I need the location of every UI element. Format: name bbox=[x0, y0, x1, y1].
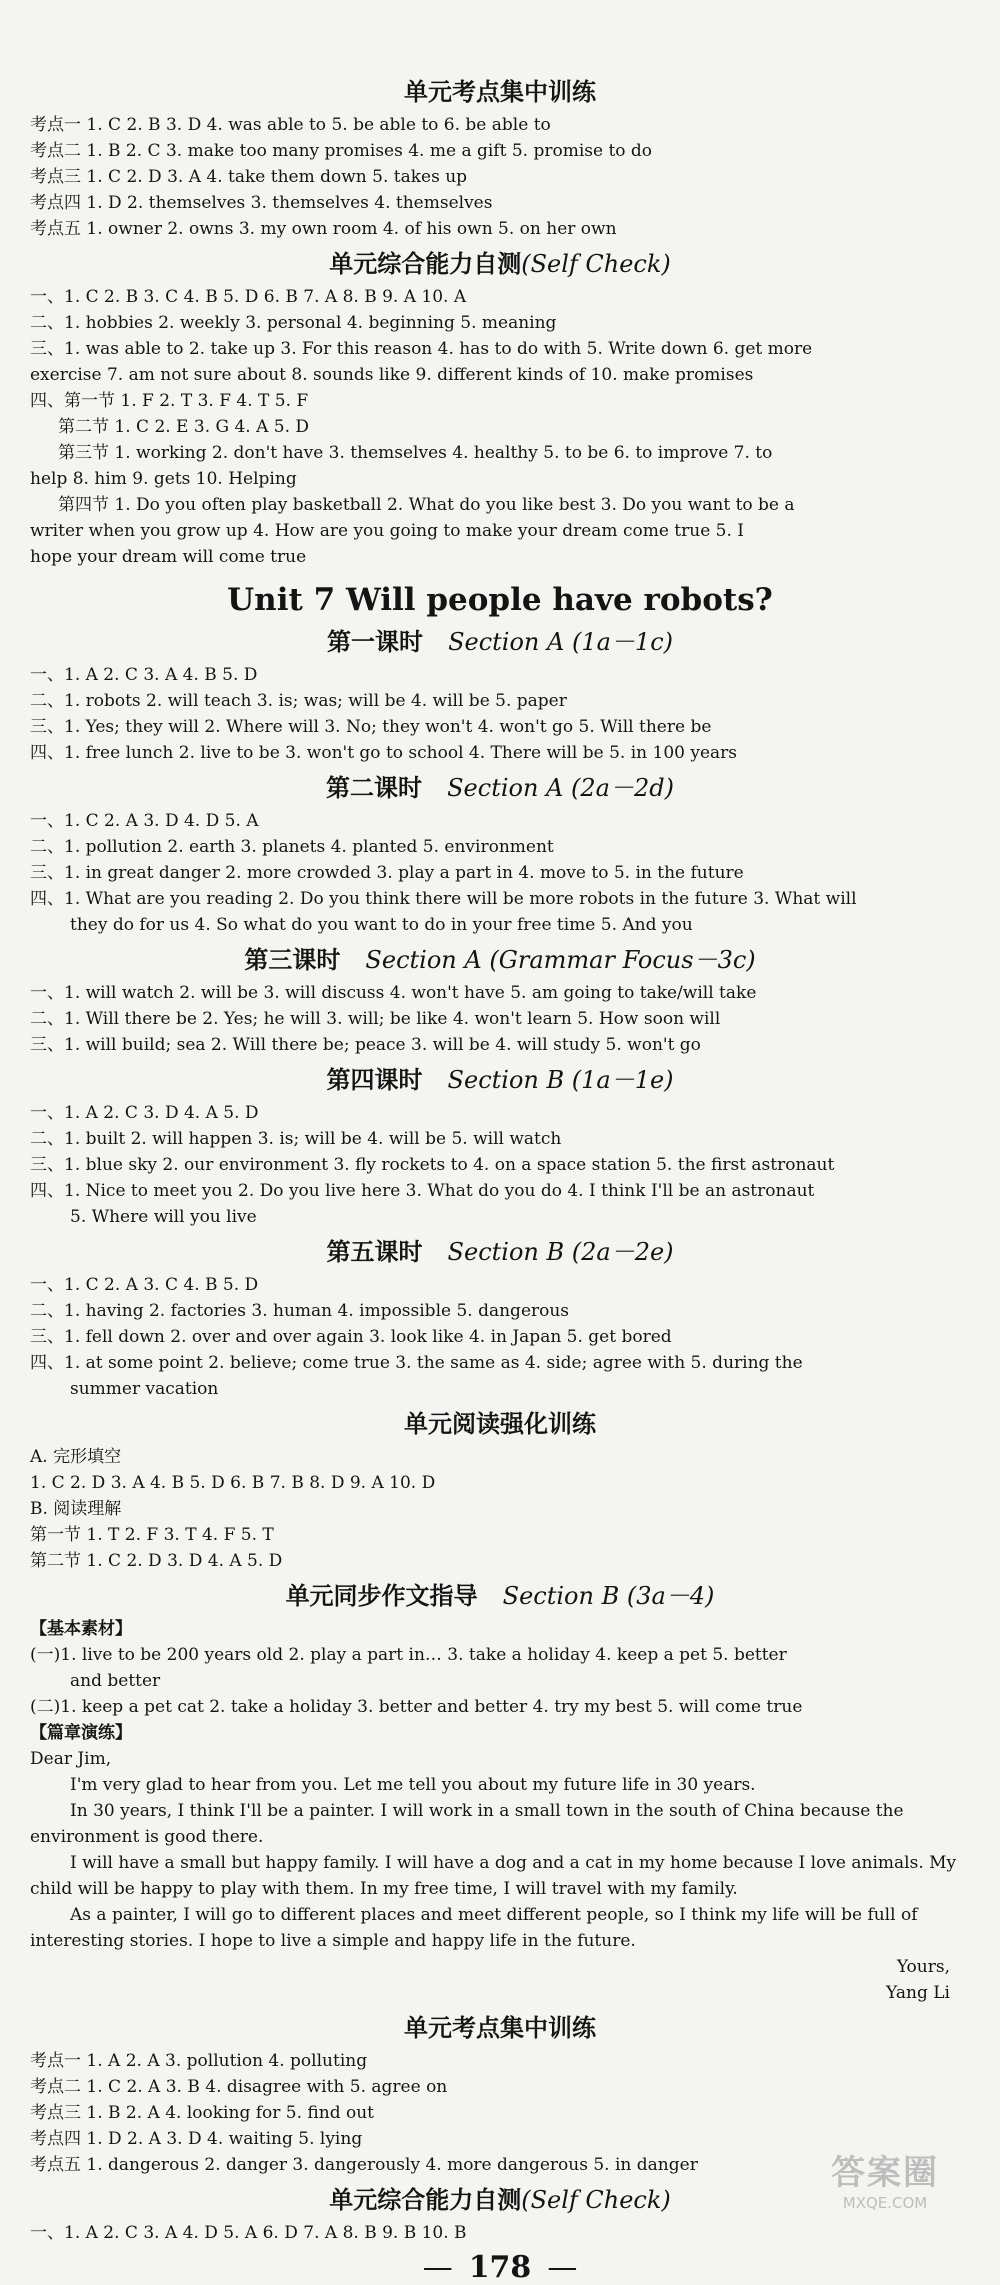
answer-line: 第二节 1. C 2. E 3. G 4. A 5. D bbox=[58, 417, 310, 437]
lesson-title-2 bbox=[30, 772, 970, 804]
subsection-label: A. 完形填空 bbox=[30, 1447, 122, 1467]
section-title-en: (Self Check) bbox=[521, 2186, 671, 2214]
answer-line: 考点二 1. B 2. C 3. make too many promises 4. me a gift 5. promise to do bbox=[30, 141, 653, 161]
lesson-name: 第五课时 bbox=[326, 1238, 423, 1266]
lesson-name: 第二课时 bbox=[326, 774, 423, 802]
answer-line: 考点三 1. C 2. D 3. A 4. take them down 5. takes up bbox=[30, 167, 468, 187]
section-title-reading: 单元阅读强化训练 bbox=[404, 1410, 596, 1438]
answer-line-continued: help 8. him 9. gets 10. Helping bbox=[30, 469, 297, 489]
answer-line: 一、1. A 2. C 3. D 4. A 5. D bbox=[30, 1103, 259, 1123]
answer-line: 第一节 1. T 2. F 3. T 4. F 5. T bbox=[30, 1525, 274, 1545]
answer-line: 一、1. will watch 2. will be 3. will discuss 4. won't have 5. am going to take/will take bbox=[30, 983, 757, 1003]
answer-line-continued: writer when you grow up 4. How are you going to make your dream come true 5. I bbox=[30, 521, 745, 541]
letter-paragraph: I'm very glad to hear from you. Let me tell you about my future life in 30 years. bbox=[70, 1775, 756, 1795]
answer-line: 一、1. A 2. C 3. A 4. D 5. A 6. D 7. A 8. B 9. B 10. B bbox=[30, 2223, 467, 2243]
lesson-section: Section A (1a－1c) bbox=[448, 628, 673, 656]
letter-greeting: Dear Jim, bbox=[30, 1749, 112, 1769]
section-title-en: Section B (3a－4) bbox=[502, 1582, 715, 1610]
answer-line-continued: they do for us 4. So what do you want to do in your free time 5. And you bbox=[70, 915, 693, 935]
answer-line: 考点四 1. D 2. A 3. D 4. waiting 5. lying bbox=[30, 2129, 363, 2149]
answer-line: 第四节 1. Do you often play basketball 2. What do you like best 3. Do you want to be a bbox=[58, 495, 795, 515]
answer-line: 第二节 1. C 2. D 3. D 4. A 5. D bbox=[30, 1551, 283, 1571]
answer-line: 三、1. was able to 2. take up 3. For this reason 4. has to do with 5. Write down 6. get more bbox=[30, 339, 813, 359]
answer-line: 一、1. A 2. C 3. A 4. B 5. D bbox=[30, 665, 258, 685]
letter-paragraph: As a painter, I will go to different places and meet different people, so I think my life will be full of interesting stories. I hope to live a simple and happy life in the future. bbox=[30, 1905, 918, 1951]
answer-line: 考点三 1. B 2. A 4. looking for 5. find out bbox=[30, 2103, 375, 2123]
watermark-logo bbox=[810, 2145, 960, 2215]
answer-line: 二、1. pollution 2. earth 3. planets 4. planted 5. environment bbox=[30, 837, 554, 857]
unit-title: Unit 7 Will people have robots? bbox=[227, 582, 773, 618]
lesson-section: Section A (2a－2d) bbox=[447, 774, 674, 802]
answer-line: 四、1. What are you reading 2. Do you think there will be more robots in the future 3. What will bbox=[30, 889, 857, 909]
answer-line: 四、1. free lunch 2. live to be 3. won't go to school 4. There will be 5. in 100 years bbox=[30, 743, 738, 763]
answer-line: 考点五 1. dangerous 2. danger 3. dangerously 4. more dangerous 5. in danger bbox=[30, 2155, 698, 2175]
answer-line: 二、1. hobbies 2. weekly 3. personal 4. beginning 5. meaning bbox=[30, 313, 557, 333]
answer-line: 二、1. having 2. factories 3. human 4. impossible 5. dangerous bbox=[30, 1301, 570, 1321]
subsection-label: B. 阅读理解 bbox=[30, 1499, 122, 1519]
answer-line: 三、1. fell down 2. over and over again 3. look like 4. in Japan 5. get bored bbox=[30, 1327, 672, 1347]
subsection-label: 【基本素材】 bbox=[30, 1619, 132, 1639]
letter-paragraph: I will have a small but happy family. I will have a dog and a cat in my home because I love animals. My child will be happy to play with them. In my free time, I will travel with my family. bbox=[30, 1853, 957, 1899]
answer-line: 一、1. C 2. A 3. C 4. B 5. D bbox=[30, 1275, 259, 1295]
answer-line: 考点二 1. C 2. A 3. B 4. disagree with 5. agree on bbox=[30, 2077, 448, 2097]
answer-line: (一)1. live to be 200 years old 2. play a part in… 3. take a holiday 4. keep a pet 5. better bbox=[30, 1645, 787, 1665]
answer-line: 1. C 2. D 3. A 4. B 5. D 6. B 7. B 8. D 9. A 10. D bbox=[30, 1473, 436, 1493]
answer-page bbox=[30, 70, 970, 2285]
answer-line: 三、1. in great danger 2. more crowded 3. play a part in 4. move to 5. in the future bbox=[30, 863, 744, 883]
page-number-value: 178 bbox=[468, 2250, 532, 2285]
answer-line: 二、1. Will there be 2. Yes; he will 3. will; be like 4. won't learn 5. How soon will bbox=[30, 1009, 721, 1029]
answer-line: 三、1. blue sky 2. our environment 3. fly rockets to 4. on a space station 5. the first astronaut bbox=[30, 1155, 835, 1175]
lesson-name: 第四课时 bbox=[326, 1066, 423, 1094]
answer-line: 考点一 1. C 2. B 3. D 4. was able to 5. be able to 6. be able to bbox=[30, 115, 551, 135]
watermark-logo-text: 答案圈 bbox=[831, 2153, 939, 2193]
lesson-title-4 bbox=[30, 1064, 970, 1096]
answer-line: 第三节 1. working 2. don't have 3. themselves 4. healthy 5. to be 6. to improve 7. to bbox=[58, 443, 773, 463]
answer-line: 考点五 1. owner 2. owns 3. my own room 4. of his own 5. on her own bbox=[30, 219, 617, 239]
lesson-name: 第三课时 bbox=[244, 946, 341, 974]
section-title-unit-key-points-2: 单元考点集中训练 bbox=[404, 2014, 596, 2042]
lesson-title-1 bbox=[30, 626, 970, 658]
answer-line: (二)1. keep a pet cat 2. take a holiday 3. better and better 4. try my best 5. will come true bbox=[30, 1697, 803, 1717]
answer-line: 三、1. will build; sea 2. Will there be; peace 3. will be 4. will study 5. won't go bbox=[30, 1035, 701, 1055]
letter-closing: Yours, bbox=[896, 1957, 950, 1977]
section-title-en: (Self Check) bbox=[521, 250, 671, 278]
section-title-writing bbox=[30, 1580, 970, 1612]
answer-line-continued: exercise 7. am not sure about 8. sounds like 9. different kinds of 10. make promises bbox=[30, 365, 754, 385]
lesson-name: 第一课时 bbox=[327, 628, 423, 656]
answer-line-continued: 5. Where will you live bbox=[70, 1207, 257, 1227]
lesson-title-3 bbox=[30, 944, 970, 976]
section-title-cn: 单元综合能力自测 bbox=[329, 250, 522, 278]
section-title-cn: 单元综合能力自测 bbox=[329, 2186, 522, 2214]
section-title-cn: 单元同步作文指导 bbox=[285, 1582, 478, 1610]
lesson-section: Section B (2a－2e) bbox=[447, 1238, 674, 1266]
subsection-label: 【篇章演练】 bbox=[30, 1723, 132, 1743]
answer-line: 二、1. robots 2. will teach 3. is; was; will be 4. will be 5. paper bbox=[30, 691, 567, 711]
section-title-self-check bbox=[30, 248, 970, 280]
lesson-title-5 bbox=[30, 1236, 970, 1268]
lesson-section: Section A (Grammar Focus－3c) bbox=[365, 946, 756, 974]
answer-line: 考点一 1. A 2. A 3. pollution 4. polluting bbox=[30, 2051, 368, 2071]
answer-line: 一、1. C 2. A 3. D 4. D 5. A bbox=[30, 811, 259, 831]
page-number: — 178 — bbox=[422, 2250, 578, 2285]
answer-line: 三、1. Yes; they will 2. Where will 3. No; they won't 4. won't go 5. Will there be bbox=[30, 717, 712, 737]
answer-line: 考点四 1. D 2. themselves 3. themselves 4. themselves bbox=[30, 193, 493, 213]
letter-paragraph: In 30 years, I think I'll be a painter. I will work in a small town in the south of China because the environment is good there. bbox=[30, 1801, 904, 1847]
answer-line: 四、1. Nice to meet you 2. Do you live here 3. What do you do 4. I think I'll be an astronaut bbox=[30, 1181, 815, 1201]
section-title-unit-key-points: 单元考点集中训练 bbox=[404, 78, 596, 106]
answer-line-continued: hope your dream will come true bbox=[30, 547, 307, 567]
answer-line-continued: summer vacation bbox=[70, 1379, 219, 1399]
answer-line: 四、1. at some point 2. believe; come true 3. the same as 4. side; agree with 5. during the bbox=[30, 1353, 803, 1373]
answer-line: 二、1. built 2. will happen 3. is; will be 4. will be 5. will watch bbox=[30, 1129, 562, 1149]
answer-line: 四、第一节 1. F 2. T 3. F 4. T 5. F bbox=[30, 391, 309, 411]
answer-line-continued: and better bbox=[70, 1671, 161, 1691]
lesson-section: Section B (1a－1e) bbox=[447, 1066, 674, 1094]
letter-signature: Yang Li bbox=[886, 1983, 950, 2003]
answer-line: 一、1. C 2. B 3. C 4. B 5. D 6. B 7. A 8. B 9. A 10. A bbox=[30, 287, 467, 307]
watermark-url: MXQE.COM bbox=[842, 2194, 928, 2212]
